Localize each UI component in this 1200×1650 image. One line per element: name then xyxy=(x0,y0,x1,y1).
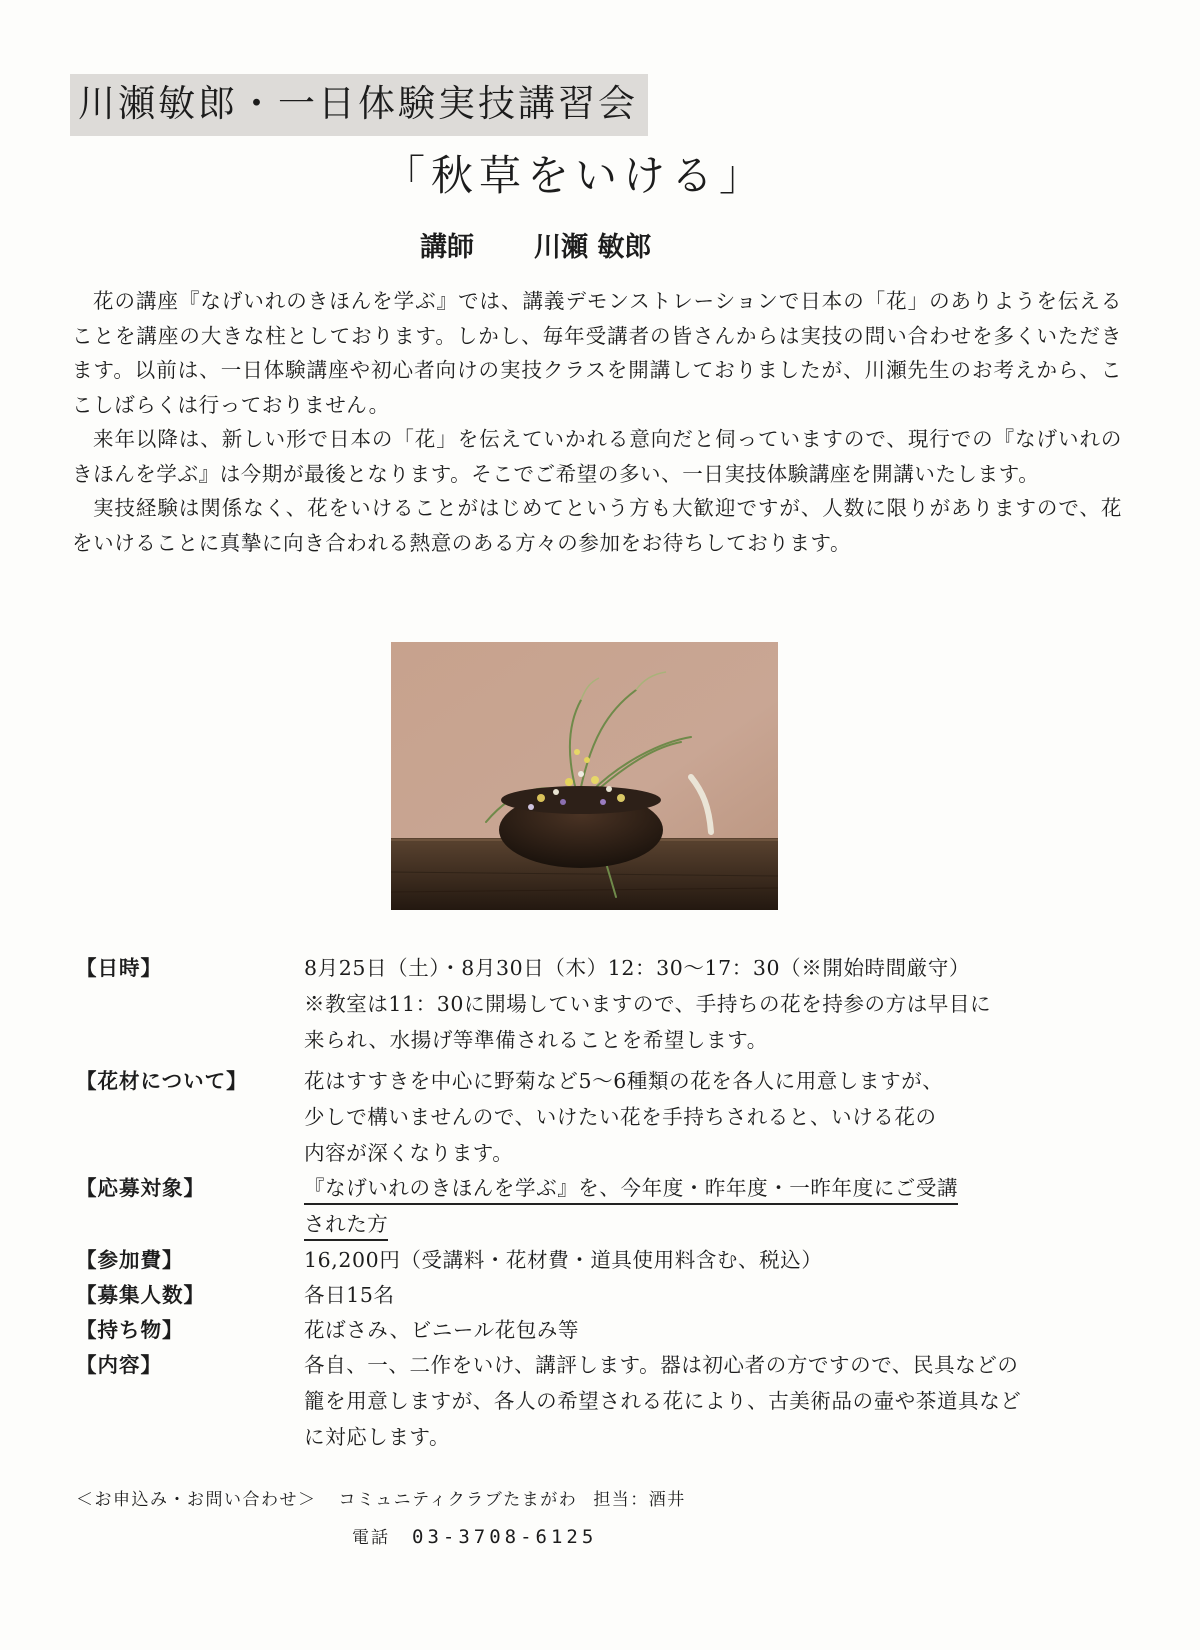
eligibility-line: された方 xyxy=(304,1209,388,1241)
instructor-line xyxy=(420,230,651,266)
content-value xyxy=(304,1347,1124,1455)
intro-text xyxy=(72,284,1122,560)
datetime-line: 来られ、水揚げ等準備されることを希望します。 xyxy=(304,1028,768,1052)
materials-line: 少しで構いませんので、いけたい花を手持ちされると、いける花の xyxy=(304,1105,937,1129)
capacity-label: 【募集人数】 xyxy=(76,1283,205,1307)
datetime-value xyxy=(304,950,1124,1058)
intro-paragraph: 実技経験は関係なく、花をいけることがはじめてという方も大歓迎ですが、人数に限りがありますので、花をいけることに真摯に向き合われる熱意のある方々の参加をお待ちしております。 xyxy=(72,496,1122,555)
datetime-label: 【日時】 xyxy=(76,956,162,980)
main-title: 「秋草をいける」 xyxy=(383,151,768,200)
bring-label: 【持ち物】 xyxy=(76,1318,184,1342)
instructor-name: 川瀬 敏郎 xyxy=(534,232,652,263)
materials-label: 【花材について】 xyxy=(76,1069,248,1093)
phone-number: 03-3708-6125 xyxy=(412,1526,598,1548)
content-line: に対応します。 xyxy=(304,1425,451,1449)
intro-paragraph: 来年以降は、新しい形で日本の「花」を伝えていかれる意向だと伺っていますので、現行での『なげいれのきほんを学ぶ』は今期が最後となります。そこでご希望の多い、一日実技体験講座を開講いたします。 xyxy=(72,427,1122,486)
datetime-line: ※教室は11：30に開場していますので、手持ちの花を持参の方は早目に xyxy=(304,992,992,1016)
phone-line xyxy=(352,1524,597,1551)
content-label: 【内容】 xyxy=(76,1353,162,1377)
contact-person: 担当：酒井 xyxy=(593,1490,686,1510)
ikebana-photo xyxy=(391,642,778,910)
content-line: 各自、一、二作をいけ、講評します。器は初心者の方ですので、民具などの xyxy=(304,1353,1019,1377)
materials-line: 花はすすきを中心に野菊など5〜6種類の花を各人に用意しますが、 xyxy=(304,1069,944,1093)
contact-line xyxy=(76,1487,686,1513)
content-line: 籠を用意しますが、各人の希望される花により、古美術品の壷や茶道具など xyxy=(304,1389,1022,1413)
intro-paragraph: 花の講座『なげいれのきほんを学ぶ』では、講義デモンストレーションで日本の「花」のありようを伝えることを講座の大きな柱としております。しかし、毎年受講者の皆さんからは実技の問い合わせを多くいただきます。以前は、一日体験講座や初心者向けの実技クラスを開講しておりましたが、川瀬先生のお考えから、ここしばらくは行っておりません。 xyxy=(72,289,1122,417)
eligibility-value xyxy=(304,1170,1124,1242)
series-title: 川瀬敏郎・一日体験実技講習会 xyxy=(70,74,648,136)
organization-name: コミュニティクラブたまがわ xyxy=(338,1490,578,1510)
materials-line: 内容が深くなります。 xyxy=(304,1141,514,1165)
fee-value: 16,200円（受講料・花材費・道具使用料含む、税込） xyxy=(304,1248,823,1272)
bring-value: 花ばさみ、ビニール花包み等 xyxy=(304,1318,580,1342)
contact-label: ＜お申込み・お問い合わせ＞ xyxy=(76,1490,317,1510)
fee-label: 【参加費】 xyxy=(76,1248,184,1272)
capacity-value: 各日15名 xyxy=(304,1283,395,1307)
instructor-label: 講師 xyxy=(420,232,474,263)
phone-label: 電話 xyxy=(352,1528,390,1548)
eligibility-label: 【応募対象】 xyxy=(76,1176,205,1200)
materials-value xyxy=(304,1063,1124,1171)
datetime-line: 8月25日（土）・8月30日（木）12：30〜17：30（※開始時間厳守） xyxy=(304,956,971,980)
eligibility-line: 『なげいれのきほんを学ぶ』を、今年度・昨年度・一昨年度にご受講 xyxy=(304,1173,958,1205)
